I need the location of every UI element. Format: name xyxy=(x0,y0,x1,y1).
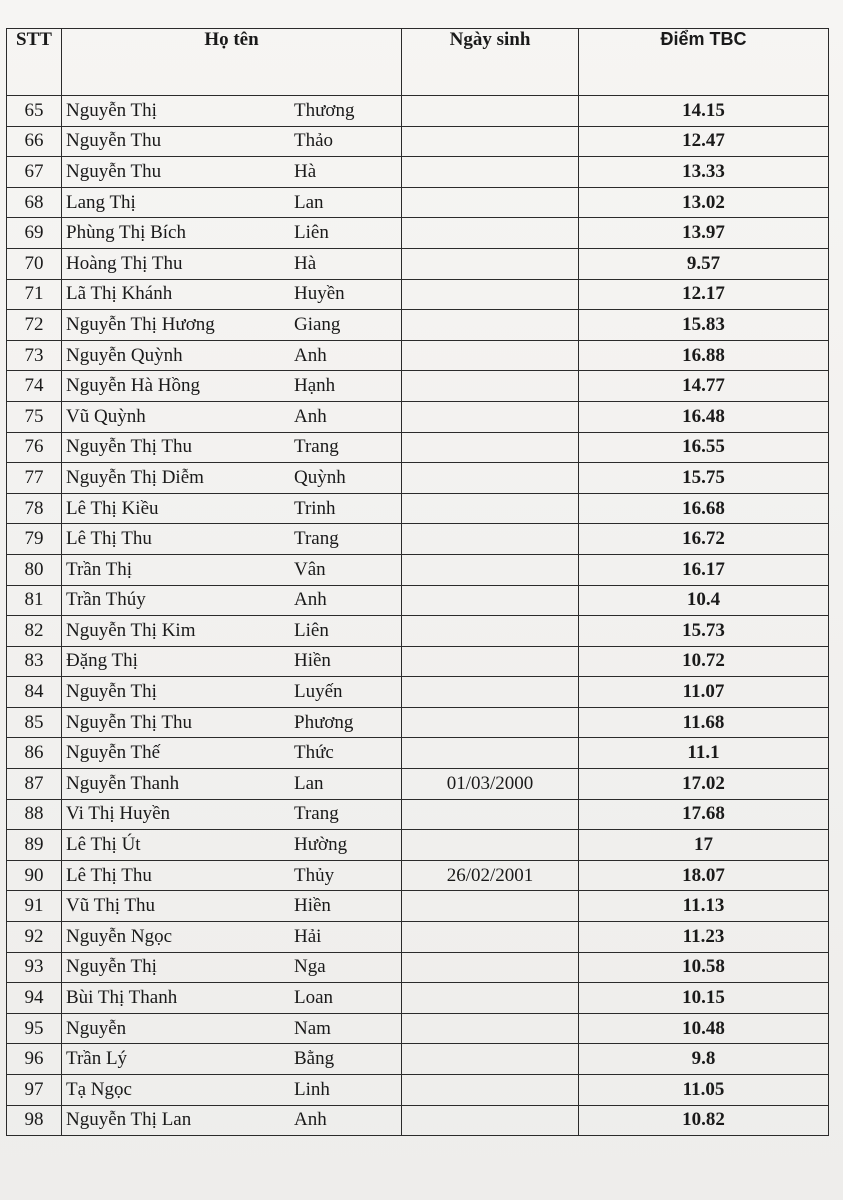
row-stt: 76 xyxy=(7,432,62,463)
row-last-name: Thương xyxy=(294,99,355,121)
header-row xyxy=(7,29,829,96)
row-given-name: Đặng Thị xyxy=(66,650,138,672)
row-dob xyxy=(402,585,579,616)
table-row xyxy=(7,432,829,463)
table-row xyxy=(7,248,829,279)
row-given-name: Vi Thị Huyền xyxy=(66,803,171,825)
row-last-name: Giang xyxy=(294,313,341,335)
row-score: 16.55 xyxy=(579,432,829,463)
row-stt: 81 xyxy=(7,585,62,616)
row-name xyxy=(62,554,402,585)
row-stt: 72 xyxy=(7,310,62,341)
row-last-name: Luyến xyxy=(294,681,343,703)
row-score: 9.57 xyxy=(579,248,829,279)
row-last-name: Anh xyxy=(294,1109,327,1131)
row-name xyxy=(62,983,402,1014)
row-score: 16.17 xyxy=(579,554,829,585)
row-last-name: Trang xyxy=(294,528,339,550)
row-score: 17.02 xyxy=(579,769,829,800)
table-row xyxy=(7,554,829,585)
table-row xyxy=(7,96,829,127)
row-given-name: Nguyễn Thị Lan xyxy=(66,1109,192,1131)
row-score: 14.15 xyxy=(579,96,829,127)
table-row xyxy=(7,616,829,647)
row-last-name: Hiền xyxy=(294,650,331,672)
row-given-name: Nguyễn Thu xyxy=(66,130,162,152)
row-last-name: Vân xyxy=(294,558,326,580)
row-given-name: Nguyễn xyxy=(66,1017,127,1039)
row-stt: 92 xyxy=(7,922,62,953)
row-name xyxy=(62,340,402,371)
table-row xyxy=(7,922,829,953)
row-given-name: Nguyễn Quỳnh xyxy=(66,344,183,366)
row-score: 13.02 xyxy=(579,187,829,218)
row-stt: 78 xyxy=(7,493,62,524)
row-stt: 84 xyxy=(7,677,62,708)
row-last-name: Trang xyxy=(294,436,339,458)
table-row xyxy=(7,891,829,922)
table-row xyxy=(7,157,829,188)
table-row xyxy=(7,310,829,341)
row-dob xyxy=(402,646,579,677)
table-row xyxy=(7,279,829,310)
row-dob xyxy=(402,279,579,310)
row-last-name: Thảo xyxy=(294,130,334,152)
table-row xyxy=(7,738,829,769)
row-dob xyxy=(402,983,579,1014)
row-stt: 96 xyxy=(7,1044,62,1075)
row-given-name: Lê Thị Thu xyxy=(66,864,152,886)
row-dob xyxy=(402,891,579,922)
row-stt: 85 xyxy=(7,707,62,738)
row-last-name: Anh xyxy=(294,344,327,366)
row-given-name: Nguyễn Thanh xyxy=(66,772,180,794)
row-stt: 90 xyxy=(7,860,62,891)
row-dob xyxy=(402,799,579,830)
row-given-name: Vũ Thị Thu xyxy=(66,895,156,917)
header-dob: Ngày sinh xyxy=(402,29,579,96)
row-dob xyxy=(402,340,579,371)
row-given-name: Hoàng Thị Thu xyxy=(66,252,183,274)
row-given-name: Nguyễn Thị Kim xyxy=(66,619,196,641)
row-stt: 70 xyxy=(7,248,62,279)
table-row xyxy=(7,677,829,708)
row-name xyxy=(62,279,402,310)
table-row xyxy=(7,1013,829,1044)
row-name xyxy=(62,891,402,922)
row-score: 14.77 xyxy=(579,371,829,402)
row-dob xyxy=(402,738,579,769)
row-last-name: Hà xyxy=(294,252,317,274)
table-body xyxy=(7,96,829,1136)
row-score: 11.23 xyxy=(579,922,829,953)
row-score: 12.47 xyxy=(579,126,829,157)
table-row xyxy=(7,401,829,432)
row-stt: 98 xyxy=(7,1105,62,1136)
row-score: 16.68 xyxy=(579,493,829,524)
table-row xyxy=(7,952,829,983)
row-given-name: Nguyễn Thị xyxy=(66,99,157,121)
row-dob xyxy=(402,187,579,218)
header-stt: STT xyxy=(7,29,62,96)
row-last-name: Thủy xyxy=(294,864,335,886)
row-dob xyxy=(402,463,579,494)
row-score: 16.72 xyxy=(579,524,829,555)
row-last-name: Phương xyxy=(294,711,354,733)
row-score: 16.88 xyxy=(579,340,829,371)
row-given-name: Nguyễn Thị Thu xyxy=(66,436,192,458)
row-dob xyxy=(402,707,579,738)
row-stt: 73 xyxy=(7,340,62,371)
row-score: 10.58 xyxy=(579,952,829,983)
row-last-name: Trang xyxy=(294,803,339,825)
row-given-name: Nguyễn Thị Diễm xyxy=(66,466,204,488)
row-stt: 65 xyxy=(7,96,62,127)
row-dob xyxy=(402,493,579,524)
row-name xyxy=(62,371,402,402)
row-stt: 68 xyxy=(7,187,62,218)
row-last-name: Thức xyxy=(294,742,334,764)
table-row xyxy=(7,218,829,249)
table-header xyxy=(7,29,829,96)
row-score: 18.07 xyxy=(579,860,829,891)
row-stt: 82 xyxy=(7,616,62,647)
row-dob xyxy=(402,401,579,432)
row-given-name: Nguyễn Hà Hồng xyxy=(66,375,201,397)
row-stt: 67 xyxy=(7,157,62,188)
row-name xyxy=(62,830,402,861)
row-name xyxy=(62,922,402,953)
row-name xyxy=(62,218,402,249)
row-stt: 93 xyxy=(7,952,62,983)
row-given-name: Bùi Thị Thanh xyxy=(66,987,178,1009)
row-name xyxy=(62,401,402,432)
row-last-name: Anh xyxy=(294,405,327,427)
table-row xyxy=(7,707,829,738)
row-last-name: Nam xyxy=(294,1017,331,1039)
row-dob xyxy=(402,922,579,953)
row-score: 17 xyxy=(579,830,829,861)
table-row xyxy=(7,371,829,402)
row-given-name: Trần Thị xyxy=(66,558,132,580)
table-row xyxy=(7,493,829,524)
row-dob xyxy=(402,952,579,983)
header-score: Điểm TBC xyxy=(579,29,829,96)
row-name xyxy=(62,952,402,983)
row-stt: 74 xyxy=(7,371,62,402)
row-name xyxy=(62,493,402,524)
row-dob: 26/02/2001 xyxy=(402,860,579,891)
row-last-name: Nga xyxy=(294,956,326,978)
row-score: 10.4 xyxy=(579,585,829,616)
row-name xyxy=(62,1044,402,1075)
header-name: Họ tên xyxy=(62,29,402,96)
row-name xyxy=(62,1013,402,1044)
table-row xyxy=(7,860,829,891)
row-stt: 80 xyxy=(7,554,62,585)
row-given-name: Phùng Thị Bích xyxy=(66,222,186,244)
row-stt: 77 xyxy=(7,463,62,494)
row-name xyxy=(62,585,402,616)
row-given-name: Nguyễn Thị xyxy=(66,681,157,703)
row-last-name: Hiền xyxy=(294,895,331,917)
row-last-name: Huyền xyxy=(294,283,345,305)
table-row xyxy=(7,1044,829,1075)
row-score: 13.33 xyxy=(579,157,829,188)
table-row xyxy=(7,1105,829,1136)
row-stt: 88 xyxy=(7,799,62,830)
row-last-name: Trinh xyxy=(294,497,336,519)
row-name xyxy=(62,187,402,218)
row-score: 10.72 xyxy=(579,646,829,677)
row-dob xyxy=(402,371,579,402)
row-dob xyxy=(402,1013,579,1044)
row-name xyxy=(62,738,402,769)
row-dob xyxy=(402,1075,579,1106)
table-row xyxy=(7,1075,829,1106)
row-dob: 01/03/2000 xyxy=(402,769,579,800)
row-score: 11.07 xyxy=(579,677,829,708)
row-stt: 95 xyxy=(7,1013,62,1044)
row-last-name: Loan xyxy=(294,987,334,1009)
row-last-name: Lan xyxy=(294,191,324,213)
row-given-name: Lang Thị xyxy=(66,191,136,213)
row-score: 10.15 xyxy=(579,983,829,1014)
row-score: 9.8 xyxy=(579,1044,829,1075)
row-stt: 87 xyxy=(7,769,62,800)
row-given-name: Trần Lý xyxy=(66,1048,128,1070)
row-score: 11.13 xyxy=(579,891,829,922)
row-stt: 89 xyxy=(7,830,62,861)
row-given-name: Lã Thị Khánh xyxy=(66,283,173,305)
row-last-name: Hạnh xyxy=(294,375,336,397)
table-row xyxy=(7,830,829,861)
row-name xyxy=(62,707,402,738)
row-stt: 71 xyxy=(7,279,62,310)
row-name xyxy=(62,769,402,800)
row-stt: 79 xyxy=(7,524,62,555)
row-score: 15.73 xyxy=(579,616,829,647)
row-dob xyxy=(402,157,579,188)
row-score: 11.1 xyxy=(579,738,829,769)
row-last-name: Bằng xyxy=(294,1048,335,1070)
row-score: 16.48 xyxy=(579,401,829,432)
row-score: 13.97 xyxy=(579,218,829,249)
row-dob xyxy=(402,432,579,463)
row-last-name: Liên xyxy=(294,222,329,244)
table-row xyxy=(7,187,829,218)
row-last-name: Quỳnh xyxy=(294,466,346,488)
row-score: 10.48 xyxy=(579,1013,829,1044)
row-score: 17.68 xyxy=(579,799,829,830)
row-name xyxy=(62,248,402,279)
table-row xyxy=(7,340,829,371)
row-dob xyxy=(402,616,579,647)
row-given-name: Nguyễn Thế xyxy=(66,742,161,764)
table-row xyxy=(7,126,829,157)
row-dob xyxy=(402,554,579,585)
row-last-name: Hường xyxy=(294,834,348,856)
row-name xyxy=(62,432,402,463)
row-given-name: Nguyễn Thị Hương xyxy=(66,313,215,335)
row-name xyxy=(62,646,402,677)
row-given-name: Lê Thị Kiều xyxy=(66,497,159,519)
row-dob xyxy=(402,248,579,279)
table-row xyxy=(7,463,829,494)
row-given-name: Trần Thúy xyxy=(66,589,146,611)
row-name xyxy=(62,524,402,555)
row-given-name: Nguyễn Ngọc xyxy=(66,925,173,947)
row-name xyxy=(62,799,402,830)
row-given-name: Nguyễn Thị xyxy=(66,956,157,978)
row-given-name: Lê Thị Út xyxy=(66,834,141,856)
row-given-name: Tạ Ngọc xyxy=(66,1078,132,1100)
row-name xyxy=(62,463,402,494)
row-stt: 75 xyxy=(7,401,62,432)
row-given-name: Nguyễn Thị Thu xyxy=(66,711,192,733)
row-given-name: Vũ Quỳnh xyxy=(66,405,146,427)
row-score: 11.05 xyxy=(579,1075,829,1106)
row-stt: 94 xyxy=(7,983,62,1014)
table-row xyxy=(7,524,829,555)
table-row xyxy=(7,983,829,1014)
row-last-name: Hà xyxy=(294,160,317,182)
row-dob xyxy=(402,1105,579,1136)
row-name xyxy=(62,677,402,708)
row-name xyxy=(62,1075,402,1106)
row-dob xyxy=(402,677,579,708)
row-stt: 69 xyxy=(7,218,62,249)
row-score: 15.83 xyxy=(579,310,829,341)
table-row xyxy=(7,799,829,830)
row-stt: 83 xyxy=(7,646,62,677)
row-stt: 91 xyxy=(7,891,62,922)
row-name xyxy=(62,157,402,188)
row-name xyxy=(62,126,402,157)
row-score: 12.17 xyxy=(579,279,829,310)
row-name xyxy=(62,1105,402,1136)
row-stt: 86 xyxy=(7,738,62,769)
row-dob xyxy=(402,830,579,861)
row-last-name: Anh xyxy=(294,589,327,611)
row-last-name: Lan xyxy=(294,772,324,794)
row-last-name: Hải xyxy=(294,925,322,947)
row-given-name: Nguyễn Thu xyxy=(66,160,162,182)
table-row xyxy=(7,769,829,800)
row-last-name: Linh xyxy=(294,1078,330,1100)
row-score: 10.82 xyxy=(579,1105,829,1136)
table-row xyxy=(7,646,829,677)
row-stt: 66 xyxy=(7,126,62,157)
row-dob xyxy=(402,524,579,555)
table-row xyxy=(7,585,829,616)
row-given-name: Lê Thị Thu xyxy=(66,528,152,550)
row-score: 15.75 xyxy=(579,463,829,494)
row-dob xyxy=(402,218,579,249)
row-stt: 97 xyxy=(7,1075,62,1106)
row-dob xyxy=(402,1044,579,1075)
row-dob xyxy=(402,126,579,157)
row-dob xyxy=(402,96,579,127)
row-name xyxy=(62,310,402,341)
row-name xyxy=(62,860,402,891)
row-dob xyxy=(402,310,579,341)
row-score: 11.68 xyxy=(579,707,829,738)
row-name xyxy=(62,616,402,647)
row-name xyxy=(62,96,402,127)
grades-table xyxy=(6,28,829,1136)
row-last-name: Liên xyxy=(294,619,329,641)
